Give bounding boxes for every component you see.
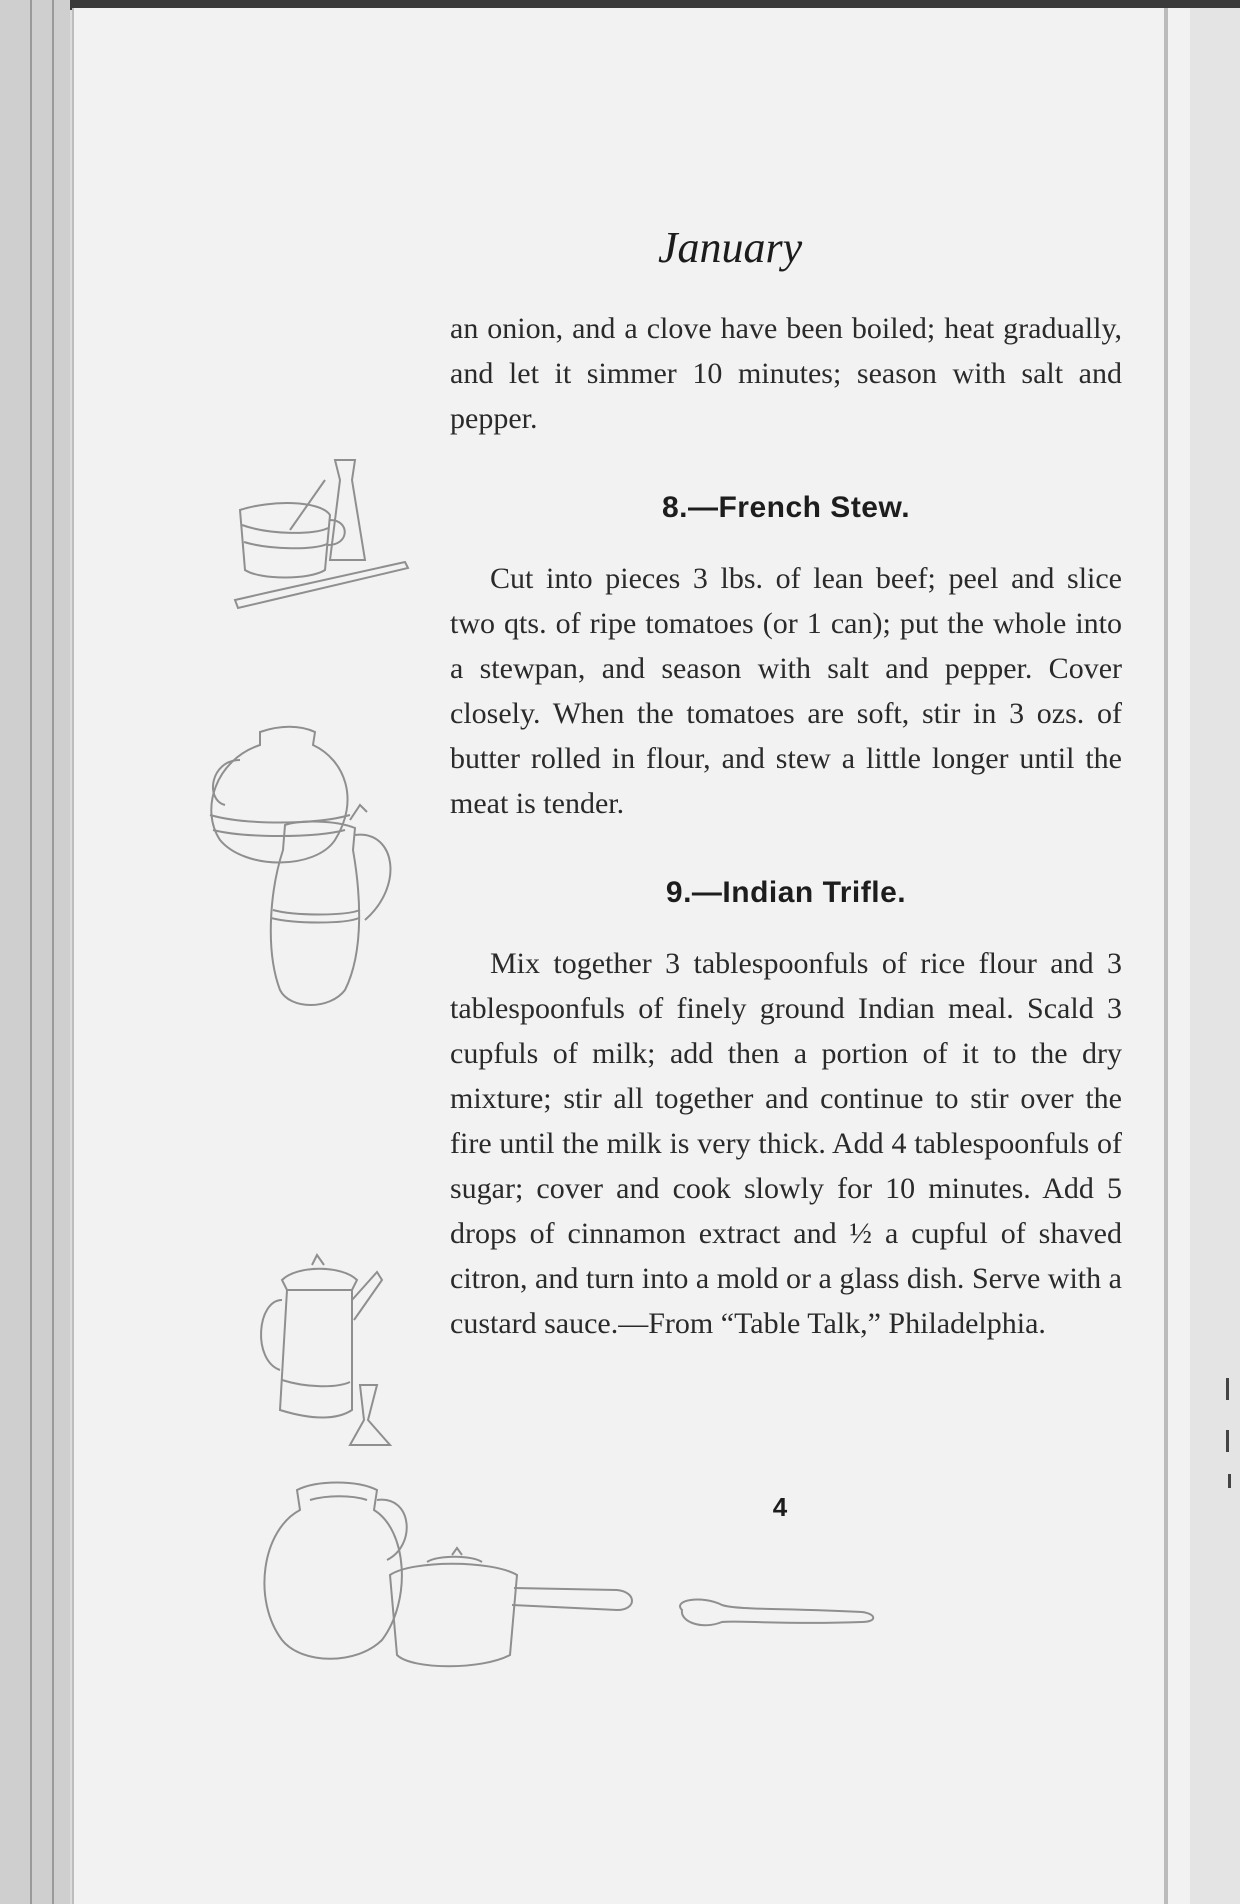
spine-line	[30, 0, 32, 1904]
recipe-title-indian-trifle: 9.—Indian Trifle.	[665, 876, 907, 909]
running-head: January	[658, 223, 803, 272]
book-spine	[0, 0, 70, 1904]
continuation-paragraph: an onion, and a clove have been boiled; heat gradually, and let it simmer 10 minutes; season with salt and pepper.	[450, 312, 1122, 435]
mortar-pestle-knife-icon	[230, 450, 420, 620]
page-edge	[1164, 8, 1168, 1904]
recipe-body-indian-trifle: Mix together 3 tablespoonfuls of rice flour and 3 tablespoonfuls of finely ground Indian meal. Scald 3 cupfuls of milk; add then a portion of it to the dry mixture; stir all together and continue to stir over the fire until the milk is very thick. Add 4 tablespoonfuls of sugar; cover and cook slowly for 10 minutes. Add 5 drops of cinnamon extract and ½ a cupful of shaved citron, and turn into a mold or a glass dish. Serve with a custard sauce.—From “Table Talk,” Philadelphia.	[450, 947, 1122, 1340]
recipe-body-french-stew: Cut into pieces 3 lbs. of lean beef; peel and slice two qts. of ripe tomatoes (or 1 can); put the whole into a stewpan, and season with salt and pepper. Cover closely. When the tomatoes are soft, stir in 3 ozs. of butter rolled in flour, and stew a little longer until the meat is tender.	[450, 562, 1122, 820]
next-page-text-fragment	[1226, 1378, 1229, 1400]
coffee-pot-and-funnel-icon	[252, 1250, 412, 1450]
text-column	[450, 306, 1122, 1346]
next-page-text-fragment	[1226, 1430, 1229, 1452]
page-number: 4	[772, 1492, 788, 1522]
crock-saucepan-spoon-icon	[262, 1470, 902, 1680]
next-page-strip	[1190, 8, 1240, 1904]
next-page-text-fragment	[1228, 1474, 1231, 1488]
spine-line	[52, 0, 54, 1904]
jug-and-pitcher-icon	[205, 720, 425, 1020]
recipe-title-french-stew: 8.—French Stew.	[661, 491, 911, 524]
